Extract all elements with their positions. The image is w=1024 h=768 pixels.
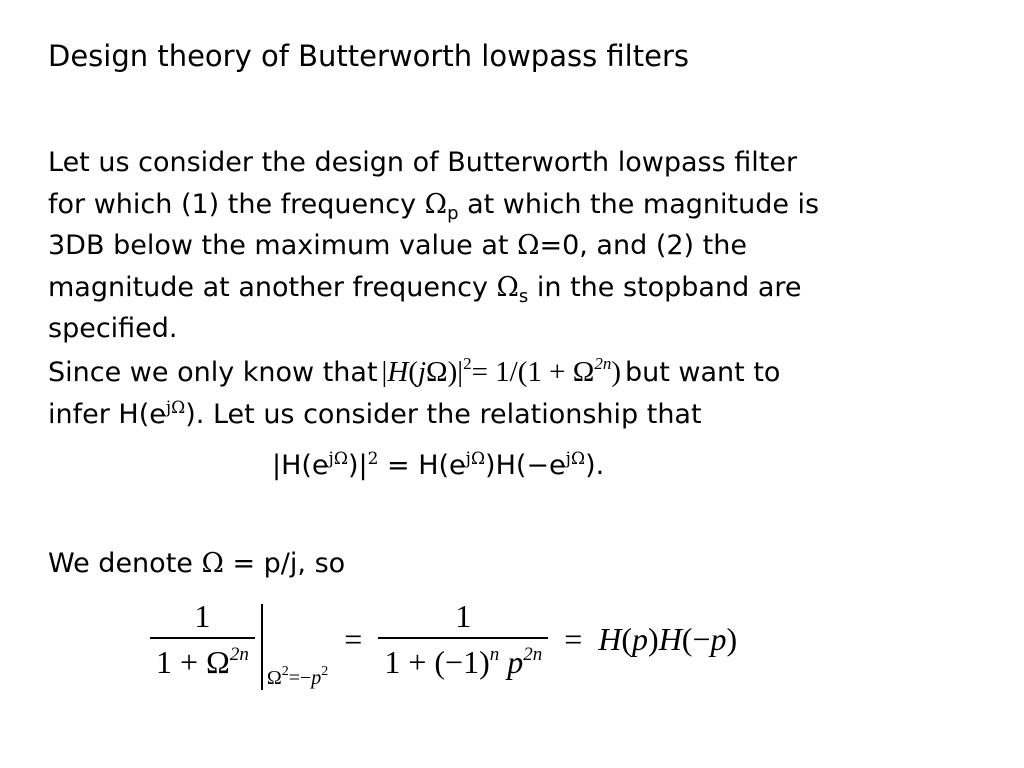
omega-symbol: Ω (496, 271, 519, 303)
fraction-denominator (378, 637, 548, 681)
eq-superscript: 2n (229, 644, 249, 665)
mid-fraction (378, 597, 548, 681)
eq-part: j (417, 356, 427, 388)
text-segment: )H( (485, 450, 527, 481)
eq-part: p (632, 620, 649, 657)
eq-part: H (658, 620, 682, 657)
denote-line (48, 542, 345, 586)
eq-part: p (710, 620, 727, 657)
eq-superscript: 2 (321, 664, 329, 679)
text-segment: but want to (625, 357, 781, 388)
eq-part: =− (288, 667, 312, 689)
eq-superscript: 2n (523, 644, 543, 665)
transfer-function-equation (150, 596, 738, 689)
superscript-j: j (465, 449, 471, 469)
minus-symbol: − (526, 450, 550, 481)
text-segment: 3DB below the maximum value at (48, 230, 518, 261)
text-segment: ). (585, 450, 605, 481)
superscript-j: j (328, 449, 334, 469)
eq-part: p (311, 667, 322, 689)
eq-part: = 1/(1 + (471, 356, 573, 388)
omega-symbol: Ω (426, 356, 448, 388)
omega-symbol: Ω (570, 449, 586, 469)
text-segment: |H(e (272, 450, 329, 481)
text-segment: infer H(e (48, 399, 166, 430)
omega-symbol: Ω (333, 449, 348, 469)
text-segment: We denote (48, 548, 202, 579)
eq-part: H (598, 620, 622, 657)
omega-symbol: Ω (424, 188, 448, 220)
eq-part: ) (726, 620, 738, 657)
equals-sign: = (344, 620, 363, 657)
text-segment: magnitude at another frequency (48, 271, 497, 303)
evaluation-condition (266, 664, 329, 690)
eq-part: H (387, 356, 409, 388)
eq-part: ( (621, 620, 633, 657)
omega-symbol: Ω (201, 548, 224, 579)
since-line (48, 352, 780, 393)
eq-part: p (499, 644, 524, 680)
eq-part: (− (681, 620, 711, 657)
eq-part: 1 + Ω (156, 644, 230, 680)
text-segment: =0, and (2) the (539, 230, 747, 261)
omega-symbol: Ω (171, 398, 186, 418)
rhs-product (598, 621, 737, 658)
eq-part: ) (447, 356, 458, 388)
slide-title: Design theory of Butterworth lowpass filters (48, 39, 689, 73)
eq-part: | (457, 356, 464, 388)
text-segment: at which the magnitude is (458, 188, 820, 220)
eq-part: ) (611, 356, 621, 388)
eq-part: Ω (266, 667, 282, 689)
omega-symbol: Ω (470, 449, 486, 469)
superscript-2: 2 (367, 449, 379, 469)
omega-symbol: Ω (572, 356, 595, 388)
text-segment: in the stopband are (528, 271, 802, 303)
para-line-3 (48, 225, 978, 267)
superscript-j: j (165, 398, 172, 418)
eq-part: 1 + (−1) (384, 644, 490, 680)
text-segment: = H(e (378, 450, 466, 481)
text-segment: ). Let us consider the relationship that (185, 399, 702, 430)
eq-part: | (381, 356, 388, 388)
eq-part: ( (408, 356, 418, 388)
infer-line (48, 394, 702, 435)
subscript-s: s (518, 285, 529, 307)
para-line-4 (48, 267, 978, 309)
text-segment: e (549, 450, 566, 481)
eq-superscript: 2n (594, 354, 612, 373)
lhs-fraction (150, 597, 255, 681)
text-segment: = p/j, so (223, 548, 346, 579)
eq-superscript: n (489, 644, 500, 665)
para-line-2 (48, 184, 978, 226)
omega-symbol: Ω (517, 230, 540, 261)
para-line-1: Let us consider the design of Butterworth lowpass filter (48, 147, 798, 178)
equals-sign: = (564, 620, 583, 657)
relation-equation (272, 444, 604, 488)
eq-part: ) (648, 620, 659, 657)
magnitude-equation (382, 356, 621, 388)
text-segment: for which (1) the frequency (48, 188, 425, 220)
text-segment: Since we only know that (48, 357, 378, 388)
fraction-numerator: 1 (455, 598, 472, 634)
fraction-numerator: 1 (194, 598, 211, 634)
fraction-denominator (150, 637, 255, 681)
evaluation-bar (261, 604, 263, 690)
para-line-5: specified. (48, 313, 178, 344)
intro-paragraph (48, 142, 978, 350)
superscript-j: j (565, 449, 571, 469)
eq-superscript: 2 (281, 664, 289, 679)
subscript-p: p (447, 202, 459, 224)
text-segment: )| (347, 450, 368, 481)
eq-superscript: 2 (463, 354, 472, 373)
